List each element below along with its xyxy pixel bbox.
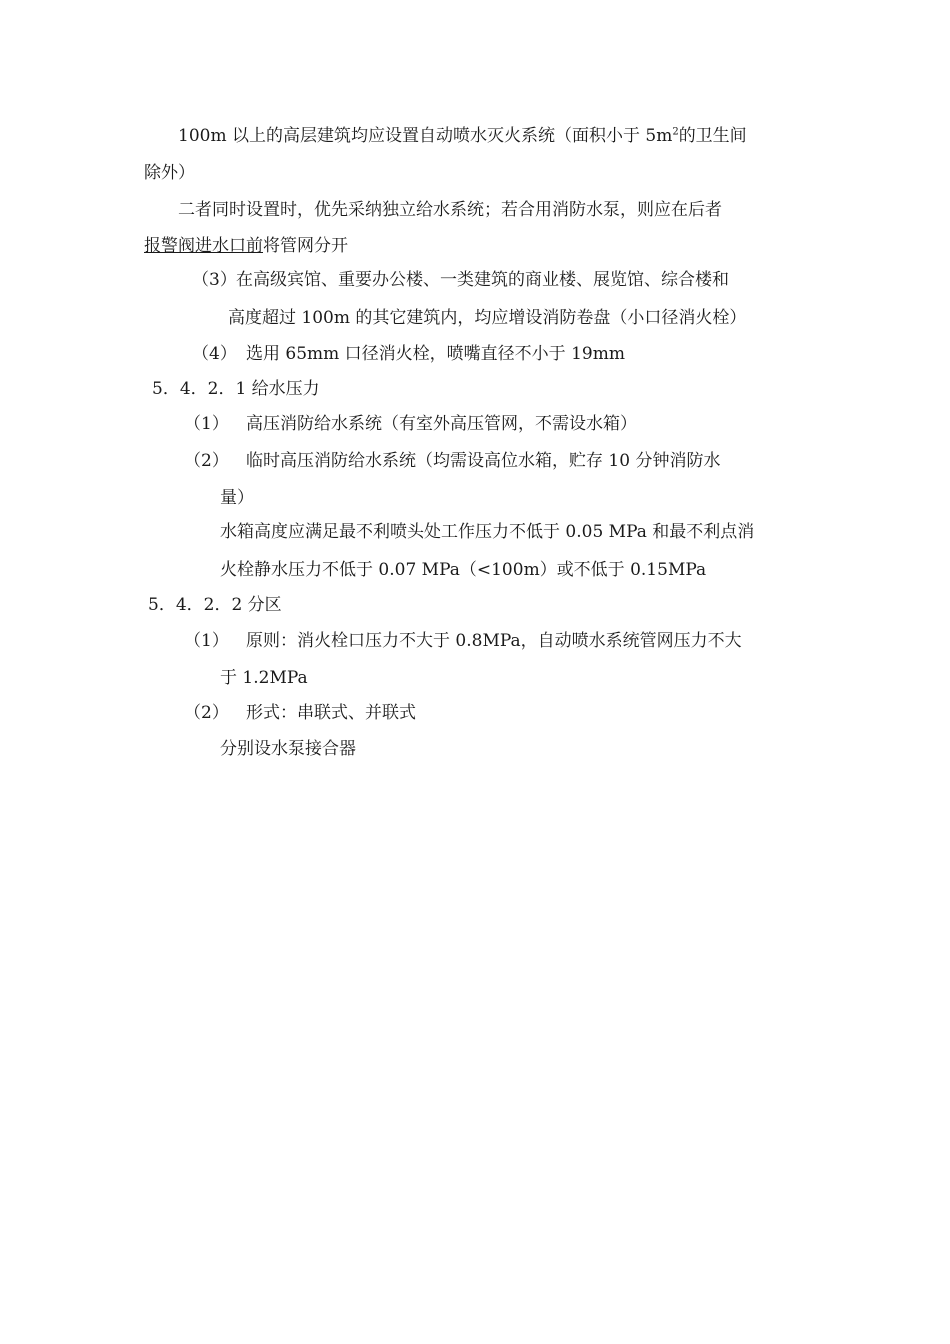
section1-item2-label: （2） [184, 451, 229, 471]
section1-heading: 5．4．2．1 给水压力 [152, 379, 320, 399]
section2-item1-label: （1） [184, 631, 229, 651]
item3-line2: 高度超过 100m 的其它建筑内，均应增设消防卷盘（小口径消火栓） [228, 308, 747, 328]
item3-label: （3） [192, 270, 237, 290]
underlined-phrase: 报警阀进水口前 [144, 236, 263, 256]
section2-item1-line1: 原则：消火栓口压力不大于 0.8MPa，自动喷水系统管网压力不大 [246, 631, 742, 651]
section1-item2-line1: 临时高压消防给水系统（均需设高位水箱，贮存 10 分钟消防水 [246, 451, 721, 471]
para2-line2-rest: 将管网分开 [263, 236, 348, 256]
para1-line1-text: 100m 以上的高层建筑均应设置自动喷水灭火系统（面积小于 5m [178, 126, 673, 146]
section2-item1-line2: 于 1.2MPa [220, 668, 308, 688]
section2-item2-text: 形式：串联式、并联式 [246, 703, 416, 723]
section2-item2-note: 分别设水泵接合器 [220, 739, 356, 759]
section1-item1-text: 高压消防给水系统（有室外高压管网，不需设水箱） [246, 414, 637, 434]
para1-line1-tail: 的卫生间 [678, 126, 747, 146]
item4-text: 选用 65mm 口径消火栓，喷嘴直径不小于 19mm [246, 344, 625, 364]
para1-line2: 除外） [144, 163, 195, 183]
section2-heading: 5．4．2．2 分区 [148, 595, 282, 615]
section1-item2-note-line2: 火栓静水压力不低于 0.07 MPa（<100m）或不低于 0.15MPa [220, 560, 707, 580]
item3-line1: 在高级宾馆、重要办公楼、一类建筑的商业楼、展览馆、综合楼和 [236, 270, 729, 290]
item4-label: （4） [192, 344, 237, 364]
superscript-two: 2 [672, 126, 679, 138]
section1-item2-note-line1: 水箱高度应满足最不利喷头处工作压力不低于 0.05 MPa 和最不利点消 [220, 522, 755, 542]
section1-item1-label: （1） [184, 414, 229, 434]
section2-item2-label: （2） [184, 703, 229, 723]
para1-line1 [178, 124, 747, 148]
section1-item2-line2: 量） [220, 488, 254, 508]
para2-line2 [144, 234, 348, 258]
para2-line1: 二者同时设置时，优先采纳独立给水系统；若合用消防水泵，则应在后者 [178, 200, 722, 220]
